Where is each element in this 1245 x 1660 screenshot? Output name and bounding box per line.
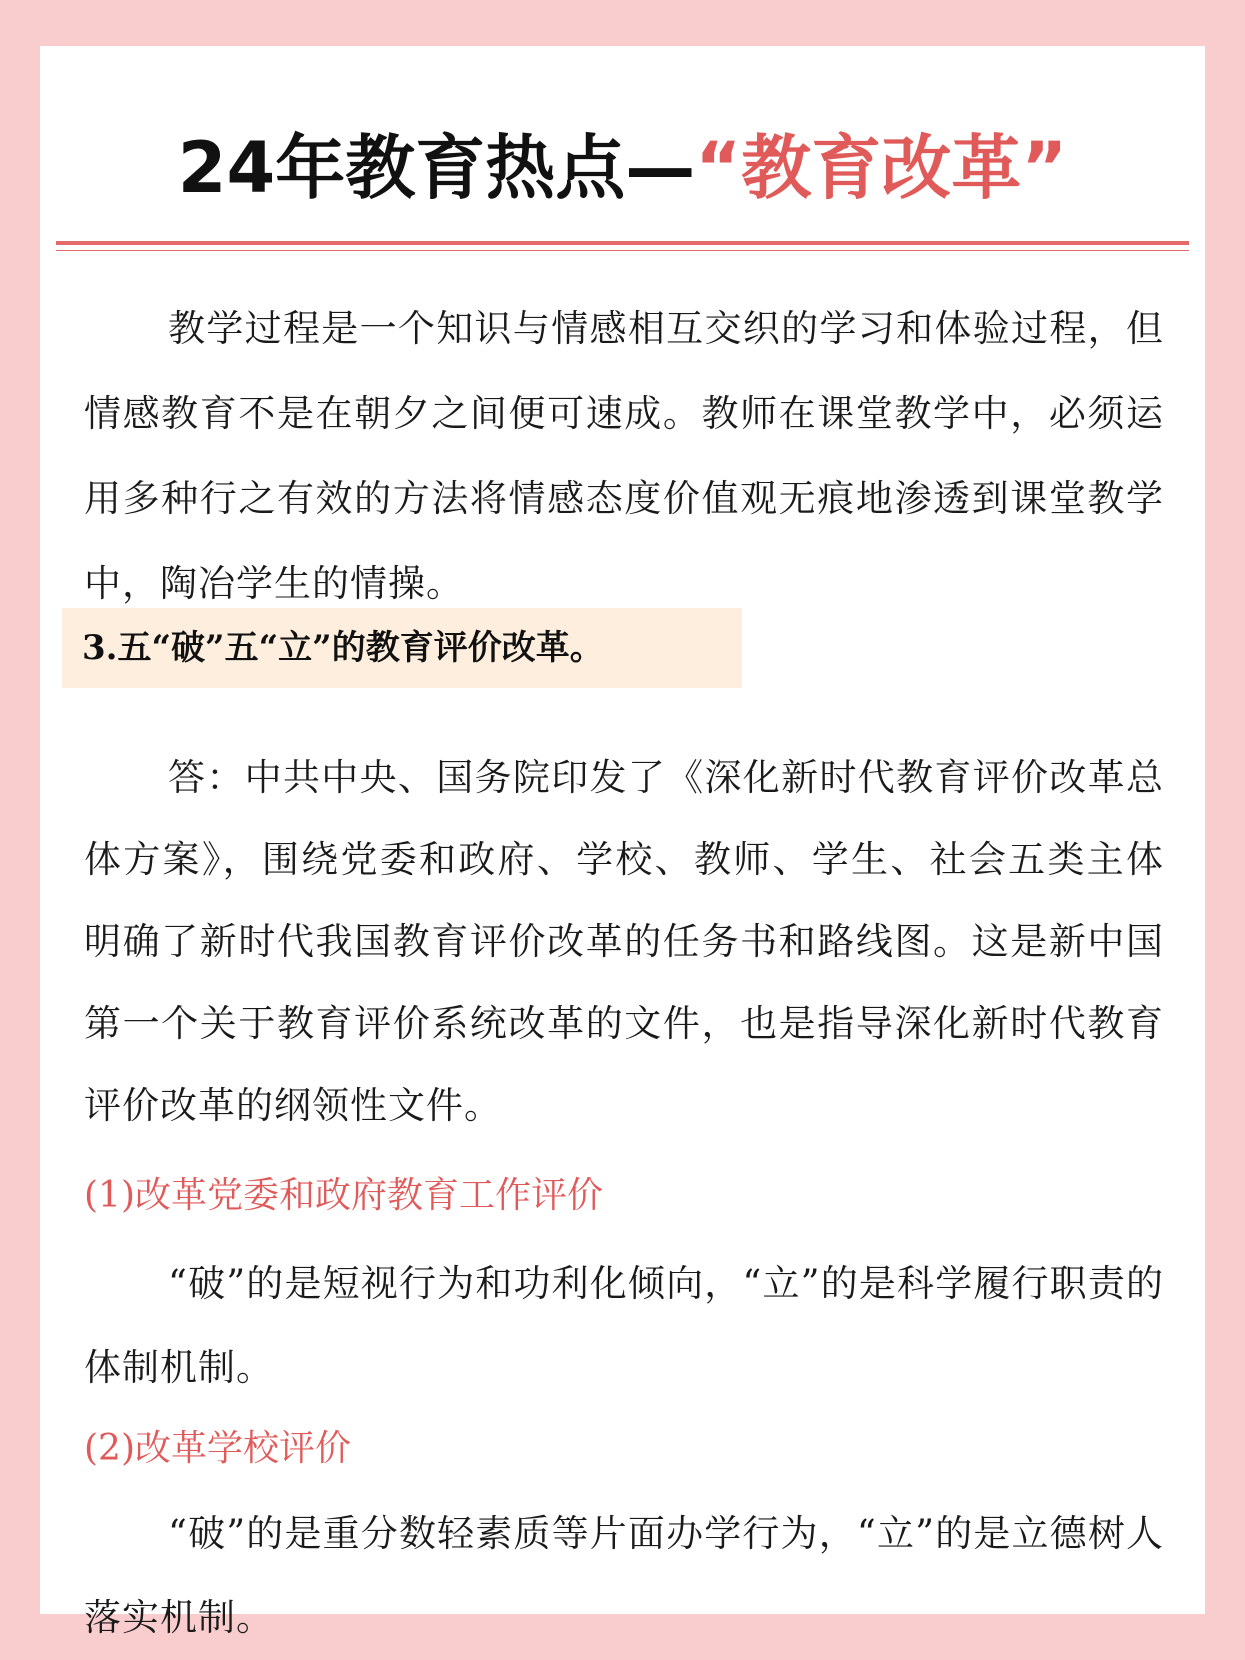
- answer-paragraph: 答：中共中央、国务院印发了《深化新时代教育评价改革总体方案》，围绕党委和政府、学校、教师、学生、社会五类主体明确了新时代我国教育评价改革的任务书和路线图。这是新中国第一个关于教育评价系统改革的文件，也是指导深化新时代教育评价改革的纲领性文件。: [84, 756, 1164, 1127]
- intro-paragraph: 教学过程是一个知识与情感相互交织的学习和体验过程，但情感教育不是在朝夕之间便可速成。教师在课堂教学中，必须运用多种行之有效的方法将情感态度价值观无痕地渗透到课堂教学中，陶冶学生的情操。: [84, 307, 1164, 605]
- point2-paragraph: “破”的是重分数轻素质等片面办学行为，“立”的是立德树人落实机制。: [84, 1512, 1164, 1639]
- page-title-accent: “教育改革”: [695, 127, 1068, 209]
- title-divider-thick: [56, 241, 1189, 245]
- title-divider-thin: [56, 250, 1189, 251]
- page-title: [40, 118, 1205, 218]
- point1-paragraph: “破”的是短视行为和功利化倾向，“立”的是科学履行职责的体制机制。: [84, 1262, 1164, 1389]
- page-title-main: 24年教育热点—: [177, 127, 696, 209]
- content-card: [40, 46, 1205, 1639]
- subheading-school-evaluation: (2)改革学校评价: [84, 1428, 351, 1469]
- subheading-government-evaluation: (1)改革党委和政府教育工作评价: [84, 1175, 603, 1216]
- section-heading: 3.五“破”五“立”的教育评价改革。: [62, 608, 742, 688]
